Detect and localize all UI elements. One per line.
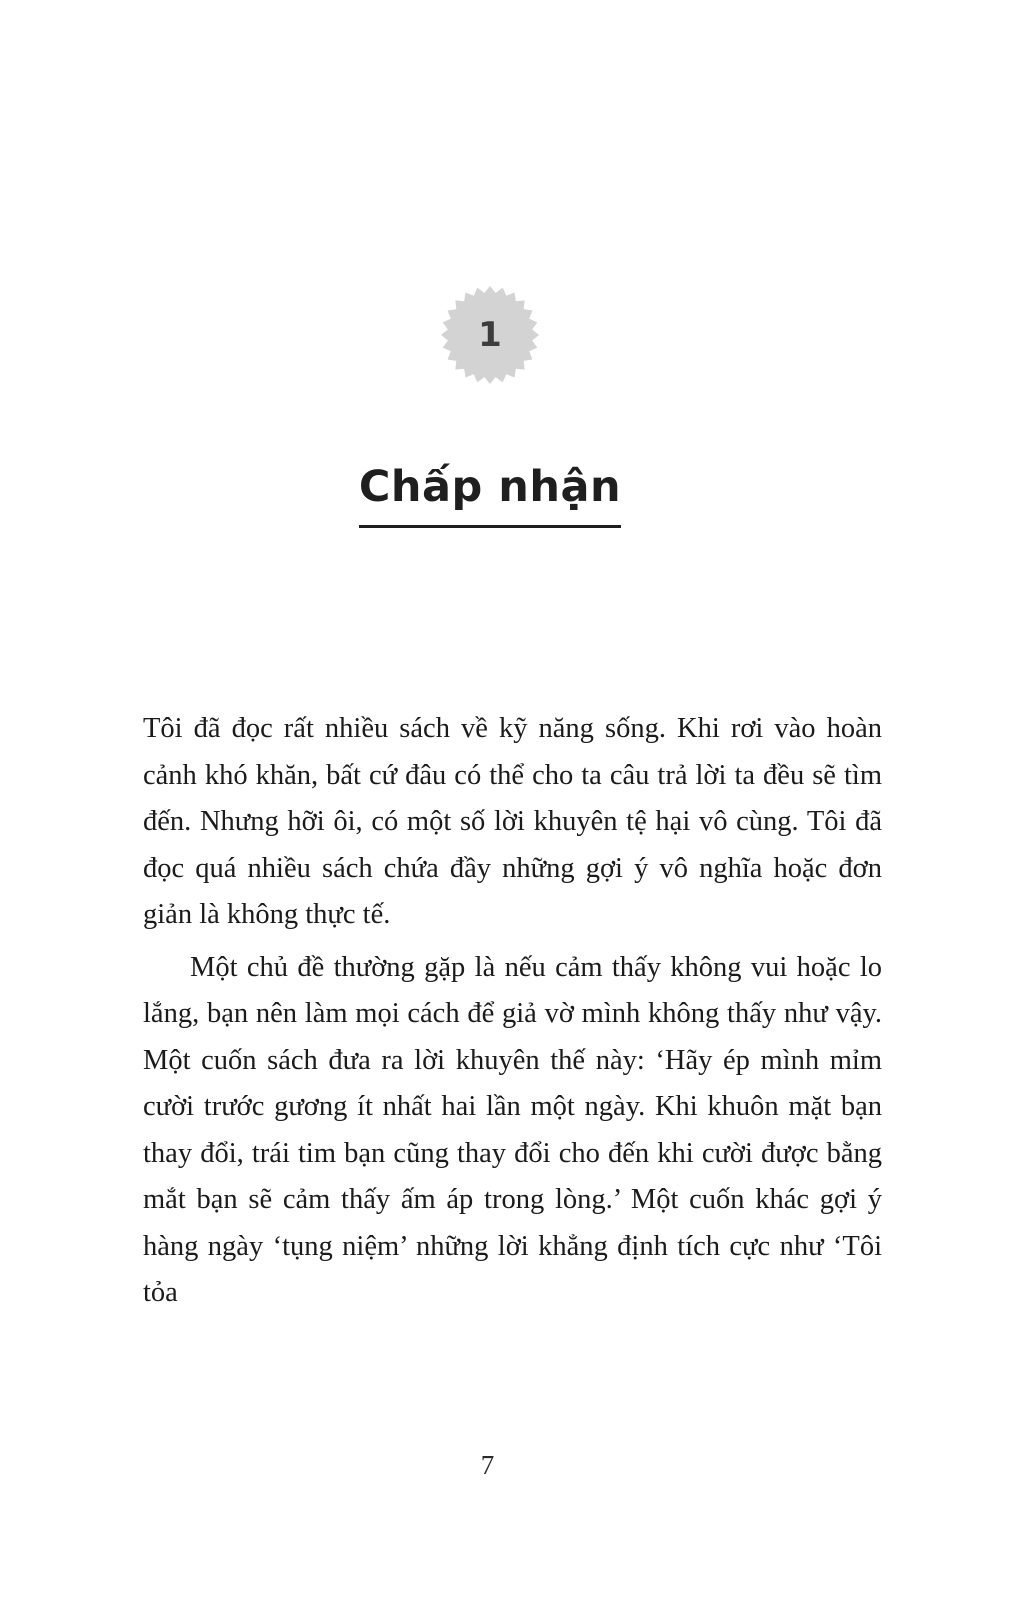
body-paragraph: Tôi đã đọc rất nhiều sách về kỹ năng sống. Khi rơi vào hoàn cảnh khó khăn, bất cứ đâu có thể cho ta câu trả lời ta đều sẽ tìm đến. Nhưng hỡi ôi, có một số lời khuyên tệ hại vô cùng. Tôi đã đọc quá nhiều sách chứa đầy những gợi ý vô nghĩa hoặc đơn giản là không thực tế. [143, 713, 882, 930]
chapter-badge [440, 285, 540, 385]
chapter-number: 1 [478, 315, 502, 355]
page-number: 7 [480, 1450, 495, 1480]
body-paragraph: Một chủ đề thường gặp là nếu cảm thấy không vui hoặc lo lắng, bạn nên làm mọi cách để giả vờ mình không thấy như vậy. Một cuốn sách đưa ra lời khuyên thế này: ‘Hãy ép mình mỉm cười trước gương ít nhất hai lần một ngày. Khi khuôn mặt bạn thay đổi, trái tim bạn cũng thay đổi cho đến khi cười được bằng mắt bạn sẽ cảm thấy ấm áp trong lòng.’ Một cuốn khác gợi ý hàng ngày ‘tụng niệm’ những lời khẳng định tích cực như ‘Tôi tỏa [143, 951, 882, 1308]
chapter-header [0, 285, 980, 528]
body-text [143, 706, 882, 1317]
chapter-title: Chấp nhận [359, 463, 621, 528]
